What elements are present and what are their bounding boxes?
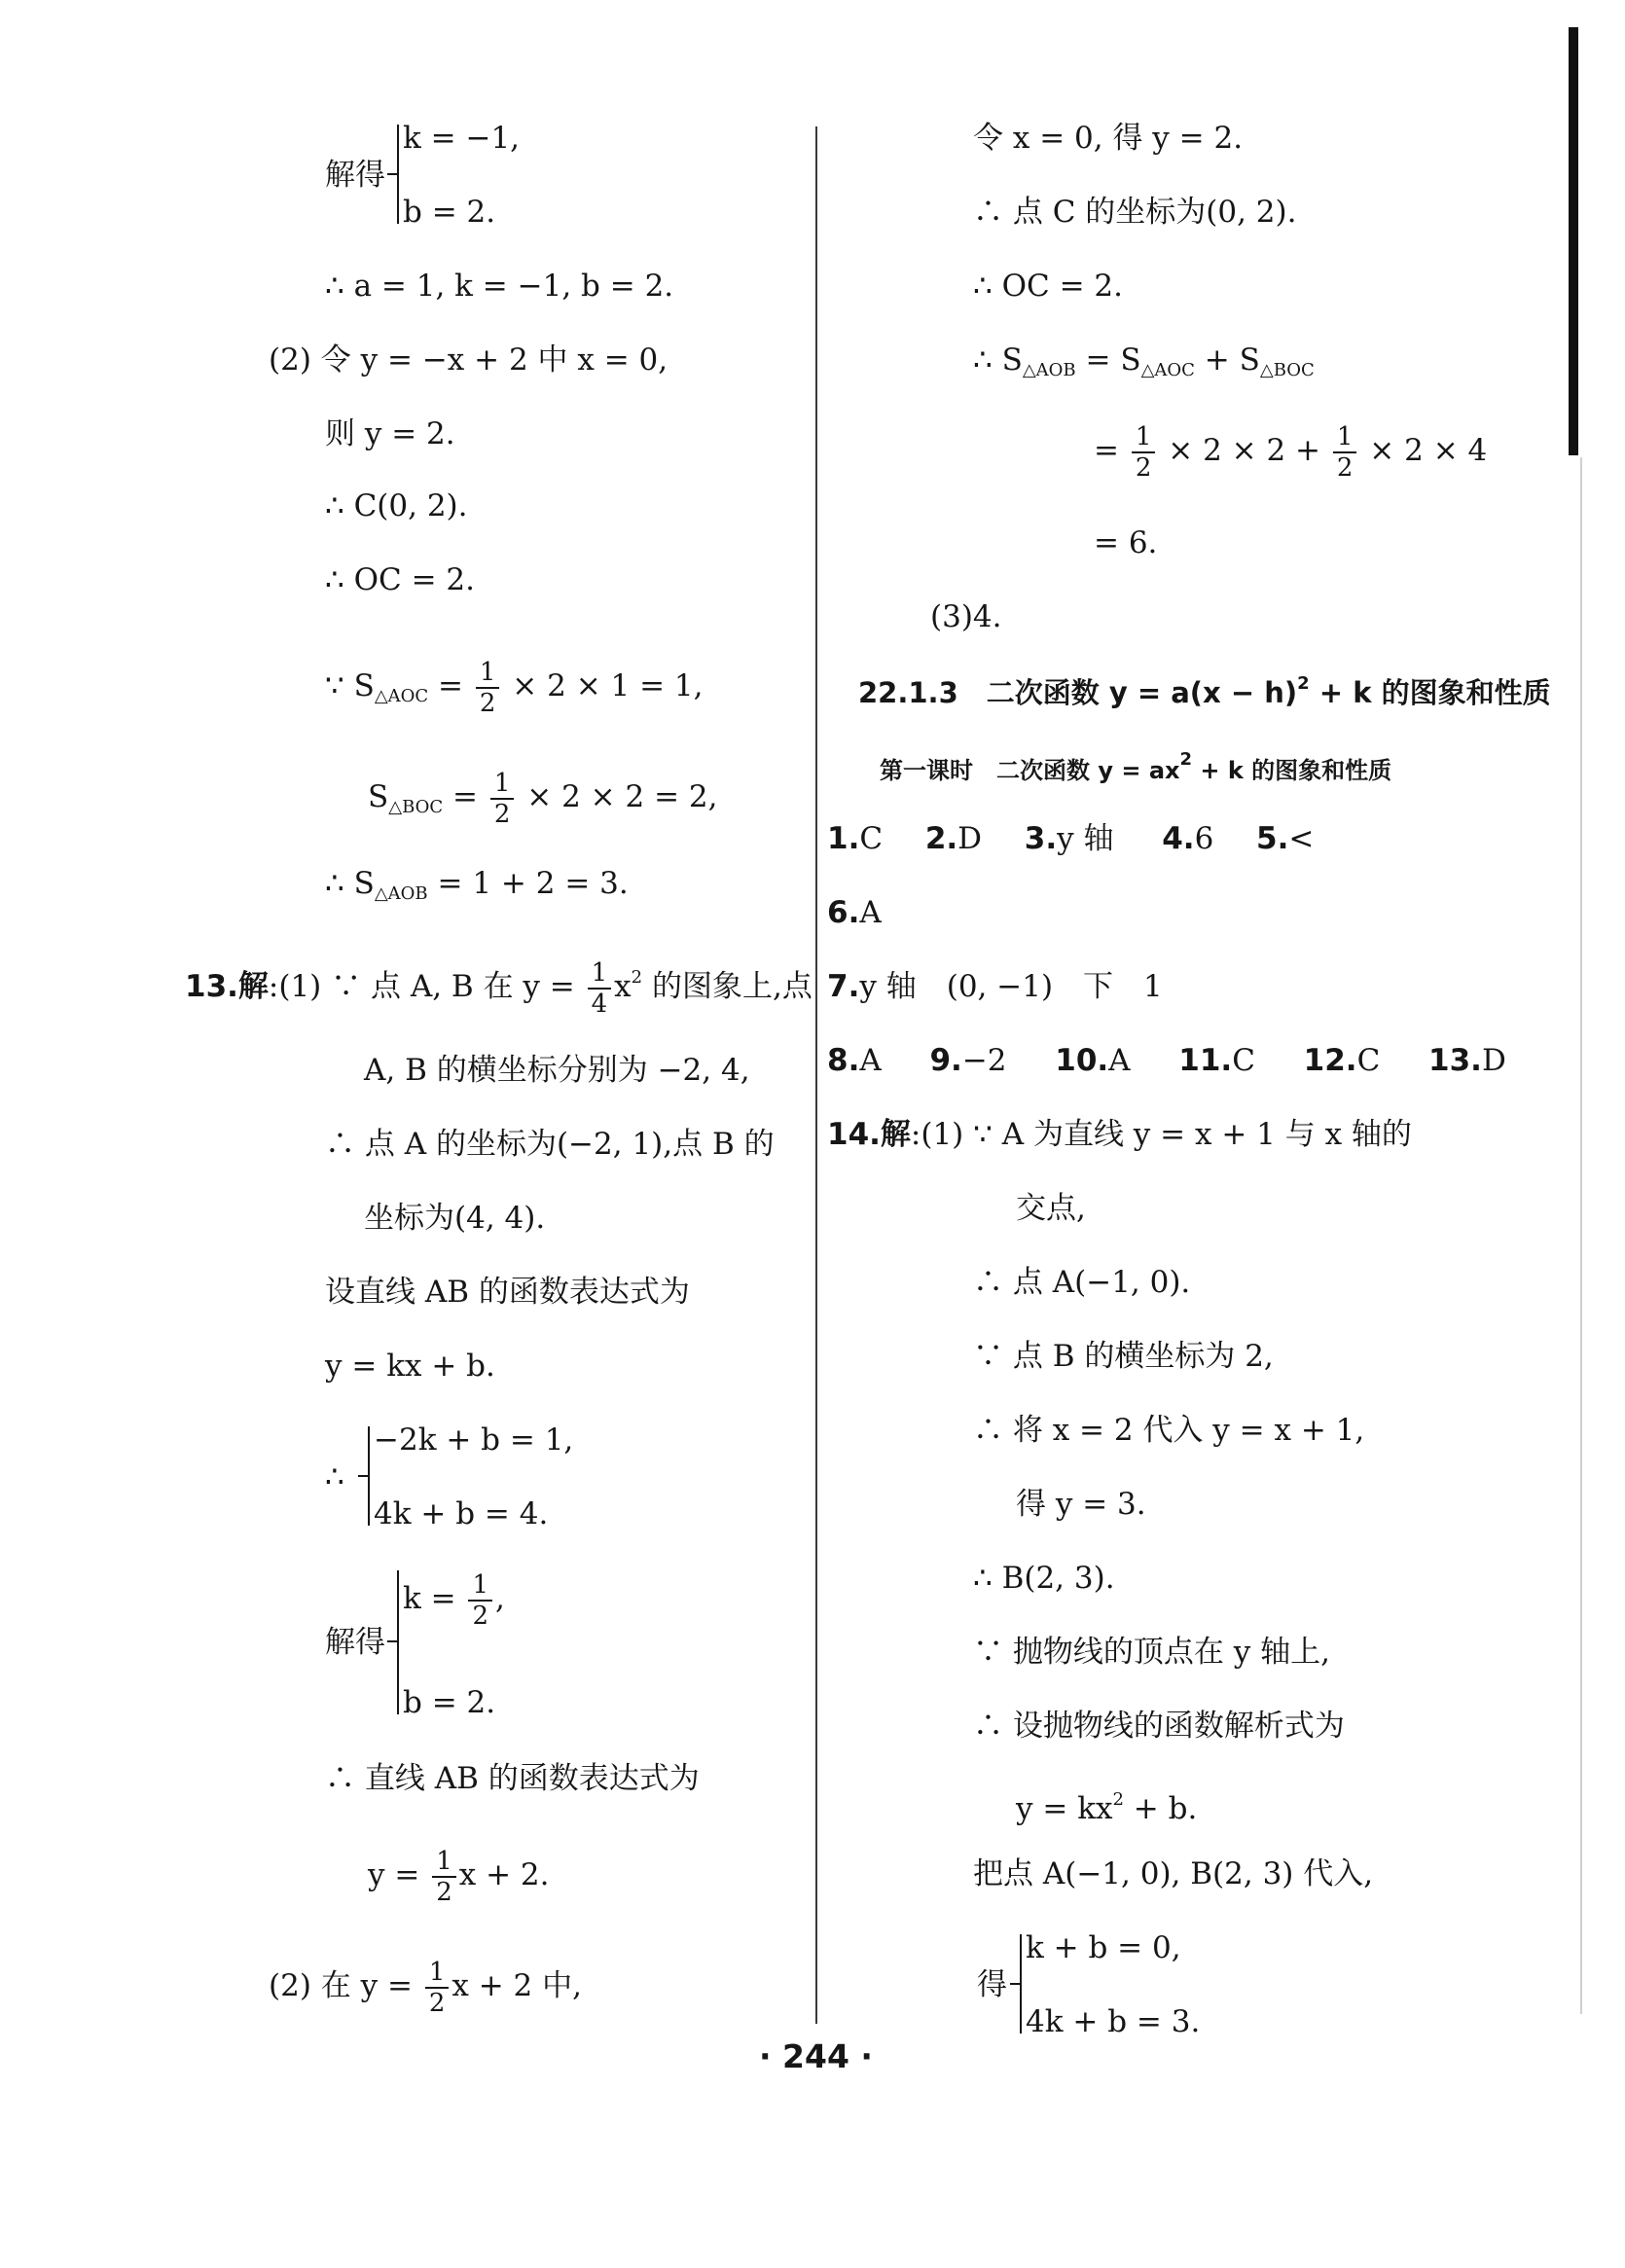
oc-length-right: ∴ OC = 2. <box>973 269 1123 304</box>
area-sum-sub3: △BOC <box>1259 360 1315 380</box>
fraction-half <box>1132 422 1156 483</box>
fraction-half <box>425 1958 450 2018</box>
system-eq-3: k + b = 0, <box>1026 1930 1181 1965</box>
solution-k-comma: , <box>495 1581 505 1616</box>
substitute-points: 把点 A(−1, 0), B(2, 3) 代入, <box>973 1856 1374 1891</box>
answer-value: A <box>859 895 882 930</box>
substitute-x: ∴ 将 x = 2 代入 y = x + 1, <box>973 1413 1365 1448</box>
point-c: ∴ C(0, 2). <box>325 488 468 523</box>
fraction-num: 1 <box>588 958 612 990</box>
abscissa-line: A, B 的横坐标分别为 −2, 4, <box>364 1053 750 1088</box>
part-2-in <box>269 1952 582 2020</box>
area-sum-s3: + S <box>1194 342 1260 378</box>
area-result: = 6. <box>1094 525 1158 560</box>
system-therefore: ∴ <box>325 1459 344 1494</box>
problem-13-tail: 的图象上,点 <box>642 969 812 1004</box>
brace-system-4 <box>1020 1934 1022 2034</box>
answer-number: 3. <box>1024 821 1058 856</box>
part-3-answer: (3)4. <box>930 599 1002 634</box>
area-boc <box>368 763 718 842</box>
solve-label-1: 解得 <box>325 158 385 193</box>
set-line-ab: 设直线 AB 的函数表达式为 <box>325 1275 690 1310</box>
answer-number: 7. <box>827 969 860 1004</box>
fraction-quarter <box>588 958 612 1019</box>
system-eq-2: 4k + b = 4. <box>374 1496 549 1531</box>
area-aob-rest: = 1 + 2 = 3. <box>427 866 629 901</box>
vertex-on-y-axis: ∵ 抛物线的顶点在 y 轴上, <box>973 1635 1330 1670</box>
problem-14-text: :(1) ∵ A 为直线 y = x + 1 与 x 轴的 <box>910 1117 1412 1152</box>
brace-tip-4 <box>1010 1983 1020 1985</box>
answer-number: 6. <box>827 895 860 930</box>
area-compute-rest: × 2 × 4 <box>1359 433 1488 468</box>
fraction-num: 1 <box>468 1570 492 1602</box>
answer-value: 6 <box>1194 821 1214 856</box>
fraction-half <box>468 1570 492 1631</box>
answers-row-3 <box>827 967 1163 1006</box>
lesson-subheading-sup: 2 <box>1179 749 1193 770</box>
line-ab-equation <box>368 1841 550 1909</box>
problem-14-label: 14.解 <box>827 1117 911 1152</box>
answer-value: C <box>859 821 884 856</box>
section-heading-a: 22.1.3 二次函数 y = a(x − h) <box>858 676 1298 709</box>
parabola-eq-sup: 2 <box>1112 1789 1124 1810</box>
solution-b: b = 2. <box>403 195 496 230</box>
line-ab-y: y = <box>368 1857 430 1892</box>
scan-edge-bar <box>1569 27 1578 455</box>
area-aob-sub: △AOB <box>374 883 428 904</box>
line-ab-statement: ∴ 直线 AB 的函数表达式为 <box>325 1761 700 1796</box>
area-aoc-eq: = <box>428 668 473 703</box>
area-boc-s: S <box>368 779 389 814</box>
parabola-eq-a: y = kx <box>1016 1791 1113 1826</box>
area-compute-mid: × 2 × 2 + <box>1158 433 1330 468</box>
area-aoc-sub: △AOC <box>374 686 429 706</box>
answer-value: A <box>859 1043 882 1078</box>
answer-number: 2. <box>924 821 958 856</box>
area-sum <box>973 341 1315 390</box>
answer-number: 9. <box>929 1043 962 1078</box>
problem-13-line <box>185 944 812 1021</box>
system-eq-4: 4k + b = 3. <box>1026 2004 1201 2039</box>
point-a: ∴ 点 A(−1, 0). <box>973 1265 1191 1300</box>
answer-number: 4. <box>1162 821 1195 856</box>
answers-row-4 <box>827 1041 1506 1080</box>
fraction-num: 1 <box>490 769 515 800</box>
section-heading <box>858 671 1551 711</box>
part-2-in-text: (2) 在 y = <box>269 1968 422 2003</box>
section-heading-b: + k 的图象和性质 <box>1309 676 1551 709</box>
solution-k-half <box>403 1565 505 1633</box>
oc-length: ∴ OC = 2. <box>325 562 475 597</box>
area-aob <box>325 864 629 914</box>
brace-system-2 <box>368 1426 370 1526</box>
point-b-abscissa: ∵ 点 B 的横坐标为 2, <box>973 1339 1274 1374</box>
fraction-den: 2 <box>1135 452 1152 483</box>
part-2-line: (2) 令 y = −x + 2 中 x = 0, <box>269 342 668 378</box>
fraction-den: 2 <box>428 1988 446 2018</box>
answer-number: 1. <box>827 821 860 856</box>
scan-edge-line <box>1580 457 1582 2014</box>
point-c-coords: ∴ 点 C 的坐标为(0, 2). <box>973 195 1297 230</box>
area-boc-sub: △BOC <box>388 797 444 817</box>
lesson-subheading <box>880 749 1391 785</box>
answer-value: C <box>1356 1043 1381 1078</box>
area-sum-sub2: △AOC <box>1140 360 1195 380</box>
area-boc-rest: × 2 × 2 = 2, <box>517 779 718 814</box>
page-number: · 244 · <box>759 2037 873 2075</box>
answer-value: < <box>1288 821 1315 856</box>
problem-14-line <box>827 1115 1412 1154</box>
brace-system-1 <box>397 125 399 224</box>
fraction-half <box>432 1847 456 1907</box>
fraction-num: 1 <box>1132 422 1156 453</box>
answer-number: 5. <box>1256 821 1289 856</box>
parabola-eq <box>1016 1781 1197 1828</box>
answer-number: 10. <box>1055 1043 1109 1078</box>
solution-k-text: k = <box>403 1581 466 1616</box>
answer-number: 8. <box>827 1043 860 1078</box>
answer-value: D <box>957 821 983 856</box>
area-aoc-rest: × 2 × 1 = 1, <box>502 668 704 703</box>
answer-value: y 轴 (0, −1) 下 1 <box>859 969 1163 1004</box>
column-divider <box>815 126 817 2024</box>
then-y: 则 y = 2. <box>325 416 455 451</box>
problem-13-x: x <box>614 969 632 1004</box>
answer-value: −2 <box>961 1043 1007 1078</box>
problem-13-label: 13.解 <box>185 969 269 1004</box>
area-sum-sub1: △AOB <box>1022 360 1076 380</box>
problem-13-sup: 2 <box>631 967 643 988</box>
brace-system-3 <box>397 1570 399 1714</box>
answer-value: C <box>1232 1043 1255 1078</box>
answer-value: D <box>1481 1043 1506 1078</box>
coords-line-2: 坐标为(4, 4). <box>364 1201 546 1236</box>
solve-label-2: 解得 <box>325 1625 385 1660</box>
answer-value: A <box>1108 1043 1131 1078</box>
get-y: 得 y = 3. <box>1016 1487 1146 1522</box>
area-compute-eq: = <box>1094 433 1129 468</box>
fraction-half <box>490 769 515 829</box>
line-eq: y = kx + b. <box>325 1349 495 1384</box>
brace-tip-2 <box>358 1475 368 1477</box>
answer-value: y 轴 <box>1057 821 1114 856</box>
brace-tip-1 <box>387 173 397 175</box>
lesson-subheading-b: + k 的图象和性质 <box>1192 757 1392 784</box>
problem-13-text: :(1) ∵ 点 A, B 在 y = <box>268 969 585 1004</box>
brace-tip-3 <box>387 1640 397 1642</box>
fraction-den: 2 <box>479 688 496 718</box>
area-compute <box>1094 416 1487 485</box>
area-sum-s1: ∴ S <box>973 342 1023 378</box>
coords-line: ∴ 点 A 的坐标为(−2, 1),点 B 的 <box>325 1127 775 1162</box>
area-aoc-s: ∵ S <box>325 668 375 703</box>
fraction-half <box>1333 422 1357 483</box>
line-ab-rest: x + 2. <box>458 1857 550 1892</box>
area-sum-s2: = S <box>1075 342 1141 378</box>
area-boc-eq: = <box>443 779 488 814</box>
let-x-zero: 令 x = 0, 得 y = 2. <box>973 121 1244 156</box>
answers-row-1 <box>827 819 1314 858</box>
fraction-den: 4 <box>591 989 608 1019</box>
fraction-num: 1 <box>425 1958 450 1989</box>
area-aob-s: ∴ S <box>325 866 375 901</box>
fraction-num: 1 <box>476 658 500 689</box>
fraction-num: 1 <box>1333 422 1357 453</box>
part-2-in-rest: x + 2 中, <box>451 1968 582 2003</box>
fraction-den: 2 <box>436 1877 452 1907</box>
set-parabola: ∴ 设抛物线的函数解析式为 <box>973 1709 1345 1744</box>
intersection-line: 交点, <box>1016 1191 1086 1226</box>
lesson-subheading-a: 第一课时 二次函数 y = ax <box>880 757 1180 784</box>
parabola-eq-b: + b. <box>1123 1791 1198 1826</box>
solution-b-2: b = 2. <box>403 1685 496 1720</box>
fraction-den: 2 <box>1336 452 1354 483</box>
fraction-den: 2 <box>472 1601 489 1631</box>
area-aoc <box>325 652 704 731</box>
answer-number: 11. <box>1178 1043 1233 1078</box>
answers-row-2 <box>827 893 882 932</box>
answer-number: 13. <box>1428 1043 1482 1078</box>
fraction-den: 2 <box>493 799 511 829</box>
fraction-num: 1 <box>432 1847 456 1878</box>
result-abk: ∴ a = 1, k = −1, b = 2. <box>325 269 674 304</box>
point-b: ∴ B(2, 3). <box>973 1561 1115 1596</box>
system-eq-1: −2k + b = 1, <box>374 1422 574 1458</box>
solution-k: k = −1, <box>403 121 521 156</box>
fraction-half <box>476 658 500 718</box>
section-heading-sup: 2 <box>1297 673 1310 694</box>
answer-number: 12. <box>1303 1043 1357 1078</box>
get-label: 得 <box>977 1967 1007 2002</box>
